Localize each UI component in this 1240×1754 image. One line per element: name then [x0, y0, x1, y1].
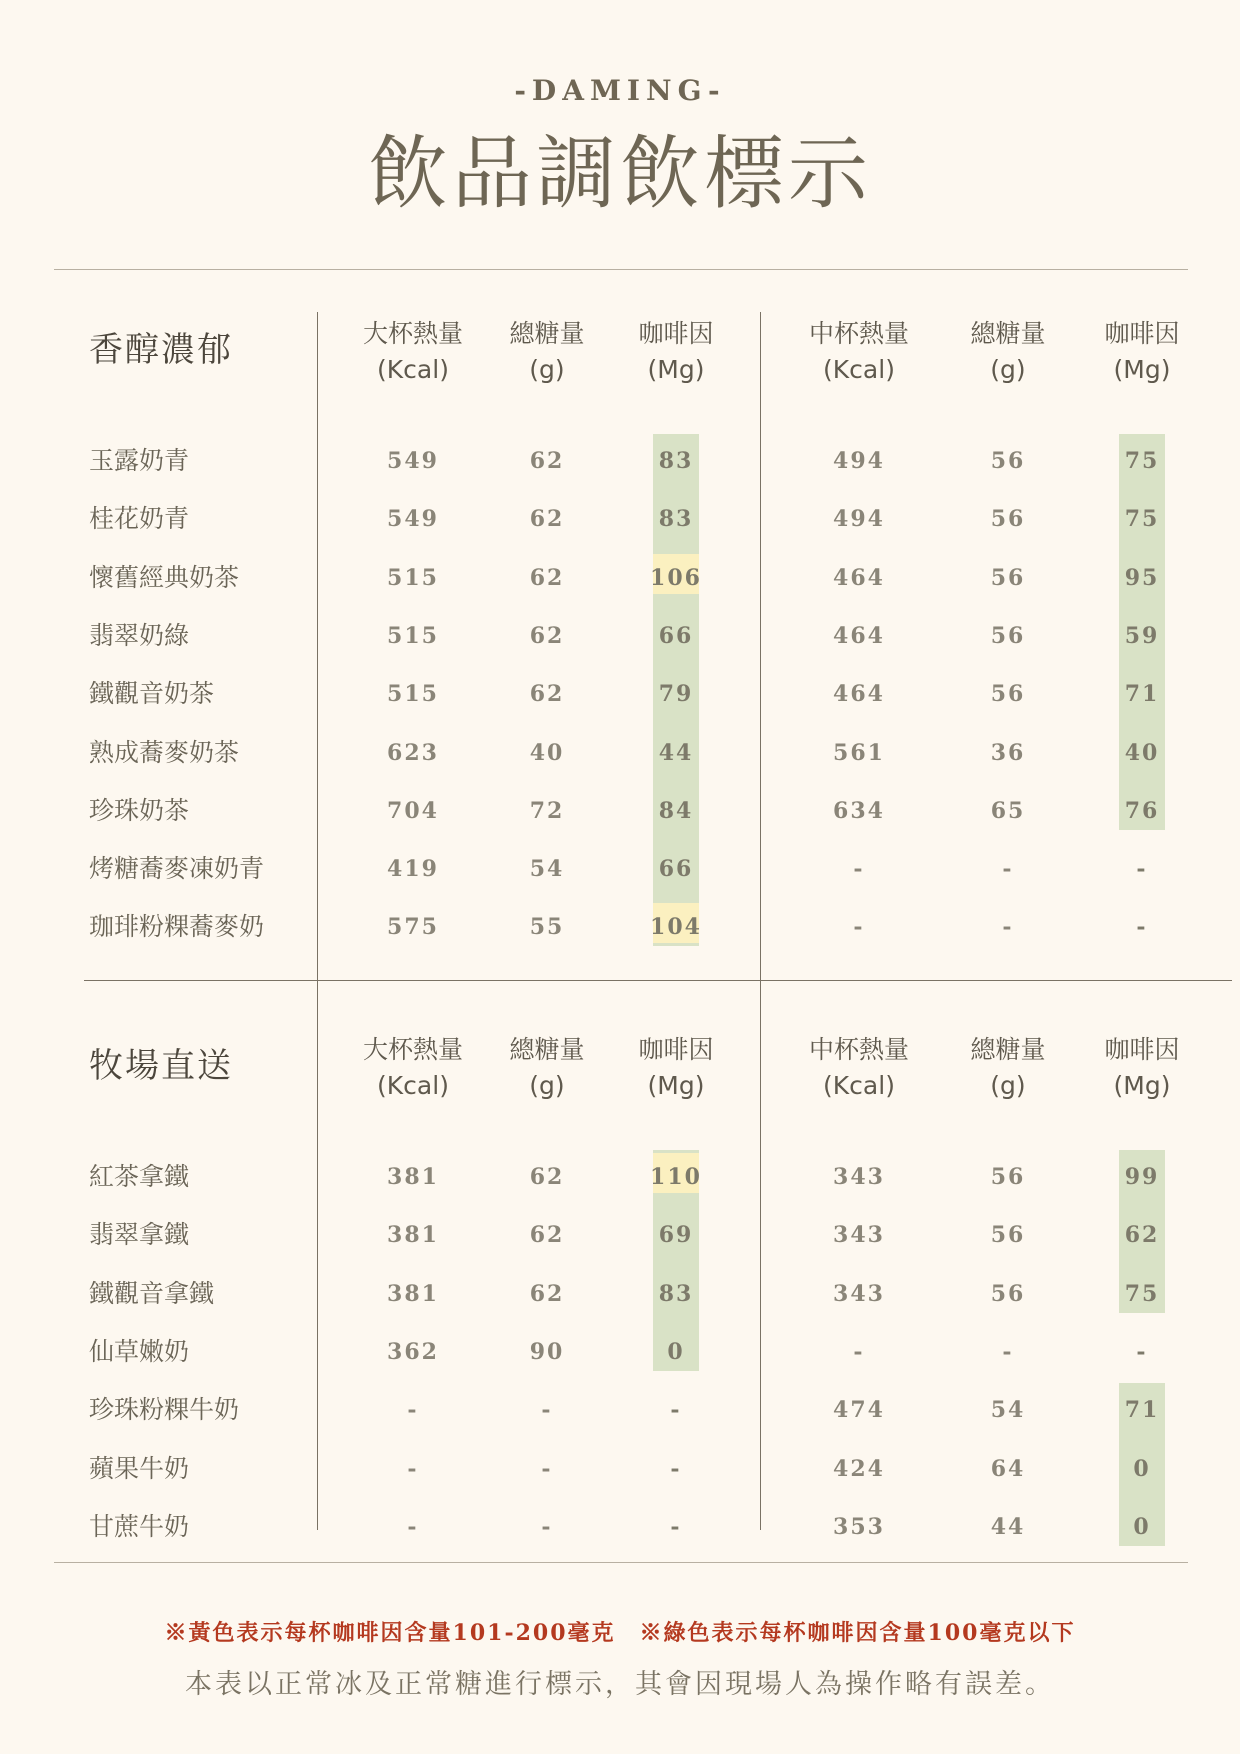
value-cell: - — [670, 1397, 682, 1424]
value-cell: 343 — [833, 1222, 885, 1249]
value-cell: 362 — [387, 1338, 439, 1365]
drink-name: 珍珠奶茶 — [89, 795, 190, 825]
value-cell: 95 — [1124, 564, 1160, 591]
value-cell: 62 — [529, 1222, 565, 1249]
column-header-name: 咖啡因 — [1104, 319, 1180, 348]
column-header-name: 中杯熱量 — [808, 1035, 909, 1064]
value-cell: 56 — [990, 1222, 1026, 1249]
value-cell: - — [1002, 856, 1014, 883]
value-cell: 575 — [387, 914, 439, 941]
value-cell: 494 — [833, 506, 885, 533]
brand-name: -DAMING- — [514, 74, 726, 107]
value-cell: - — [1136, 914, 1148, 941]
column-header-unit: (Mg) — [647, 355, 705, 384]
column-header-unit: (g) — [990, 355, 1026, 384]
column-header — [601, 1032, 751, 1104]
value-cell: 71 — [1124, 681, 1160, 708]
disclaimer-note: 本表以正常冰及正常糖進行標示，其會因現場人為操作略有誤差。 — [185, 1669, 1055, 1700]
value-cell: - — [670, 1455, 682, 1482]
value-cell: 56 — [990, 622, 1026, 649]
value-cell: 0 — [667, 1338, 685, 1365]
value-cell: 44 — [990, 1513, 1026, 1540]
value-cell: - — [1002, 914, 1014, 941]
value-cell: 75 — [1124, 1280, 1160, 1307]
value-cell: 515 — [387, 564, 439, 591]
column-header-name: 總糖量 — [509, 319, 585, 348]
value-cell: 79 — [658, 681, 694, 708]
value-cell: - — [541, 1397, 553, 1424]
column-header-name: 大杯熱量 — [362, 319, 463, 348]
value-cell: 36 — [990, 739, 1026, 766]
value-cell: 343 — [833, 1164, 885, 1190]
value-cell: 104 — [650, 914, 702, 941]
column-header-name: 總糖量 — [970, 1035, 1046, 1064]
value-cell: - — [541, 1455, 553, 1482]
drink-name: 珍珠粉粿牛奶 — [89, 1395, 240, 1425]
value-cell: 62 — [529, 1280, 565, 1307]
column-header-name: 總糖量 — [509, 1035, 585, 1064]
column-header — [784, 316, 934, 388]
drink-name: 鐵觀音拿鐵 — [89, 1278, 215, 1308]
bottom-divider — [54, 1562, 1188, 1563]
value-cell: 56 — [990, 564, 1026, 591]
column-header — [933, 1032, 1083, 1104]
drink-name: 仙草嫩奶 — [89, 1336, 190, 1366]
value-cell: 634 — [833, 797, 885, 824]
value-cell: 464 — [833, 564, 885, 591]
value-cell: - — [407, 1397, 419, 1424]
column-header-name: 中杯熱量 — [808, 319, 909, 348]
value-cell: 40 — [529, 739, 565, 766]
drink-name: 熟成蕎麥奶茶 — [89, 737, 240, 767]
value-cell: 72 — [529, 797, 565, 824]
value-cell: - — [1002, 1338, 1014, 1365]
value-cell: 55 — [529, 914, 565, 941]
value-cell: 71 — [1124, 1397, 1160, 1424]
value-cell: 40 — [1124, 739, 1160, 766]
value-cell: 62 — [529, 1164, 565, 1190]
value-cell: 0 — [1133, 1455, 1151, 1482]
value-cell: - — [1136, 1338, 1148, 1365]
value-cell: 549 — [387, 506, 439, 533]
drink-name: 鐵觀音奶茶 — [89, 679, 215, 709]
value-cell: 381 — [387, 1164, 439, 1190]
value-cell: 0 — [1133, 1513, 1151, 1540]
value-cell: 474 — [833, 1397, 885, 1424]
value-cell: 623 — [387, 739, 439, 766]
column-header-unit: (g) — [529, 1071, 565, 1100]
value-cell: - — [853, 856, 865, 883]
column-header-unit: (g) — [529, 355, 565, 384]
drink-name: 翡翠拿鐵 — [89, 1220, 190, 1250]
drink-name: 烤糖蕎麥凍奶青 — [89, 854, 265, 884]
value-cell: 44 — [658, 739, 694, 766]
value-cell: 59 — [1124, 622, 1160, 649]
value-cell: 66 — [658, 622, 694, 649]
page-title: 飲品調飲標示 — [368, 127, 872, 220]
value-cell: 56 — [990, 1164, 1026, 1190]
drink-name: 紅茶拿鐵 — [89, 1162, 190, 1191]
drink-name: 桂花奶青 — [89, 504, 190, 534]
column-divider-left — [317, 312, 318, 1530]
column-header-unit: (Kcal) — [377, 1071, 449, 1100]
column-header — [472, 1032, 622, 1104]
value-cell: 62 — [529, 506, 565, 533]
value-cell: - — [853, 1338, 865, 1365]
value-cell: 464 — [833, 681, 885, 708]
section-title: 香醇濃郁 — [89, 330, 233, 370]
value-cell: 56 — [990, 681, 1026, 708]
column-header — [1067, 316, 1217, 388]
column-header-unit: (Kcal) — [377, 355, 449, 384]
value-cell: - — [541, 1513, 553, 1540]
value-cell: 381 — [387, 1222, 439, 1249]
value-cell: 75 — [1124, 448, 1160, 474]
value-cell: 353 — [833, 1513, 885, 1540]
column-header-name: 總糖量 — [970, 319, 1046, 348]
value-cell: 76 — [1124, 797, 1160, 824]
column-header-name: 咖啡因 — [1104, 1035, 1180, 1064]
drink-name: 甘蔗牛奶 — [89, 1511, 190, 1541]
value-cell: - — [853, 914, 865, 941]
column-header — [338, 1032, 488, 1104]
value-cell: 54 — [529, 856, 565, 883]
value-cell: 62 — [529, 622, 565, 649]
column-header-name: 咖啡因 — [638, 319, 714, 348]
value-cell: 83 — [658, 448, 694, 474]
value-cell: 464 — [833, 622, 885, 649]
value-cell: 419 — [387, 856, 439, 883]
value-cell: 83 — [658, 1280, 694, 1307]
value-cell: 83 — [658, 506, 694, 533]
column-header — [338, 316, 488, 388]
value-cell: 56 — [990, 506, 1026, 533]
value-cell: 494 — [833, 448, 885, 474]
value-cell: 381 — [387, 1280, 439, 1307]
column-header-unit: (Mg) — [647, 1071, 705, 1100]
value-cell: 515 — [387, 622, 439, 649]
column-header-unit: (Kcal) — [823, 355, 895, 384]
column-header-unit: (Mg) — [1113, 1071, 1171, 1100]
column-header-name: 大杯熱量 — [362, 1035, 463, 1064]
drink-name: 玉露奶青 — [89, 446, 190, 475]
value-cell: 515 — [387, 681, 439, 708]
column-header — [1067, 1032, 1217, 1104]
column-header-unit: (g) — [990, 1071, 1026, 1100]
value-cell: 75 — [1124, 506, 1160, 533]
value-cell: 424 — [833, 1455, 885, 1482]
value-cell: 84 — [658, 797, 694, 824]
section-title: 牧場直送 — [89, 1046, 233, 1086]
value-cell: 56 — [990, 448, 1026, 474]
value-cell: 56 — [990, 1280, 1026, 1307]
drink-name: 蘋果牛奶 — [89, 1453, 190, 1483]
drink-name: 懷舊經典奶茶 — [89, 562, 240, 592]
value-cell: 62 — [1124, 1222, 1160, 1249]
value-cell: 62 — [529, 448, 565, 474]
value-cell: 65 — [990, 797, 1026, 824]
column-header — [601, 316, 751, 388]
value-cell: 90 — [529, 1338, 565, 1365]
value-cell: 66 — [658, 856, 694, 883]
top-divider — [54, 269, 1188, 270]
drink-name: 珈琲粉粿蕎麥奶 — [89, 912, 265, 942]
column-header — [472, 316, 622, 388]
value-cell: 549 — [387, 448, 439, 474]
value-cell: 54 — [990, 1397, 1026, 1424]
value-cell: 110 — [650, 1164, 702, 1190]
value-cell: 704 — [387, 797, 439, 824]
column-header — [784, 1032, 934, 1104]
column-header-unit: (Mg) — [1113, 355, 1171, 384]
value-cell: - — [1136, 856, 1148, 883]
value-cell: 106 — [650, 564, 702, 591]
column-divider-right — [760, 312, 761, 1530]
value-cell: 62 — [529, 564, 565, 591]
value-cell: - — [670, 1513, 682, 1540]
value-cell: - — [407, 1455, 419, 1482]
column-header — [933, 316, 1083, 388]
value-cell: 561 — [833, 739, 885, 766]
column-header-name: 咖啡因 — [638, 1035, 714, 1064]
column-header-unit: (Kcal) — [823, 1071, 895, 1100]
value-cell: 343 — [833, 1280, 885, 1307]
drink-name: 翡翠奶綠 — [89, 620, 190, 650]
caffeine-color-note: ※黃色表示每杯咖啡因含量101-200毫克 ※綠色表示每杯咖啡因含量100毫克以下 — [164, 1620, 1076, 1646]
value-cell: 69 — [658, 1222, 694, 1249]
value-cell: - — [407, 1513, 419, 1540]
value-cell: 64 — [990, 1455, 1026, 1482]
value-cell: 62 — [529, 681, 565, 708]
value-cell: 99 — [1124, 1164, 1160, 1190]
middle-divider — [84, 980, 1232, 981]
